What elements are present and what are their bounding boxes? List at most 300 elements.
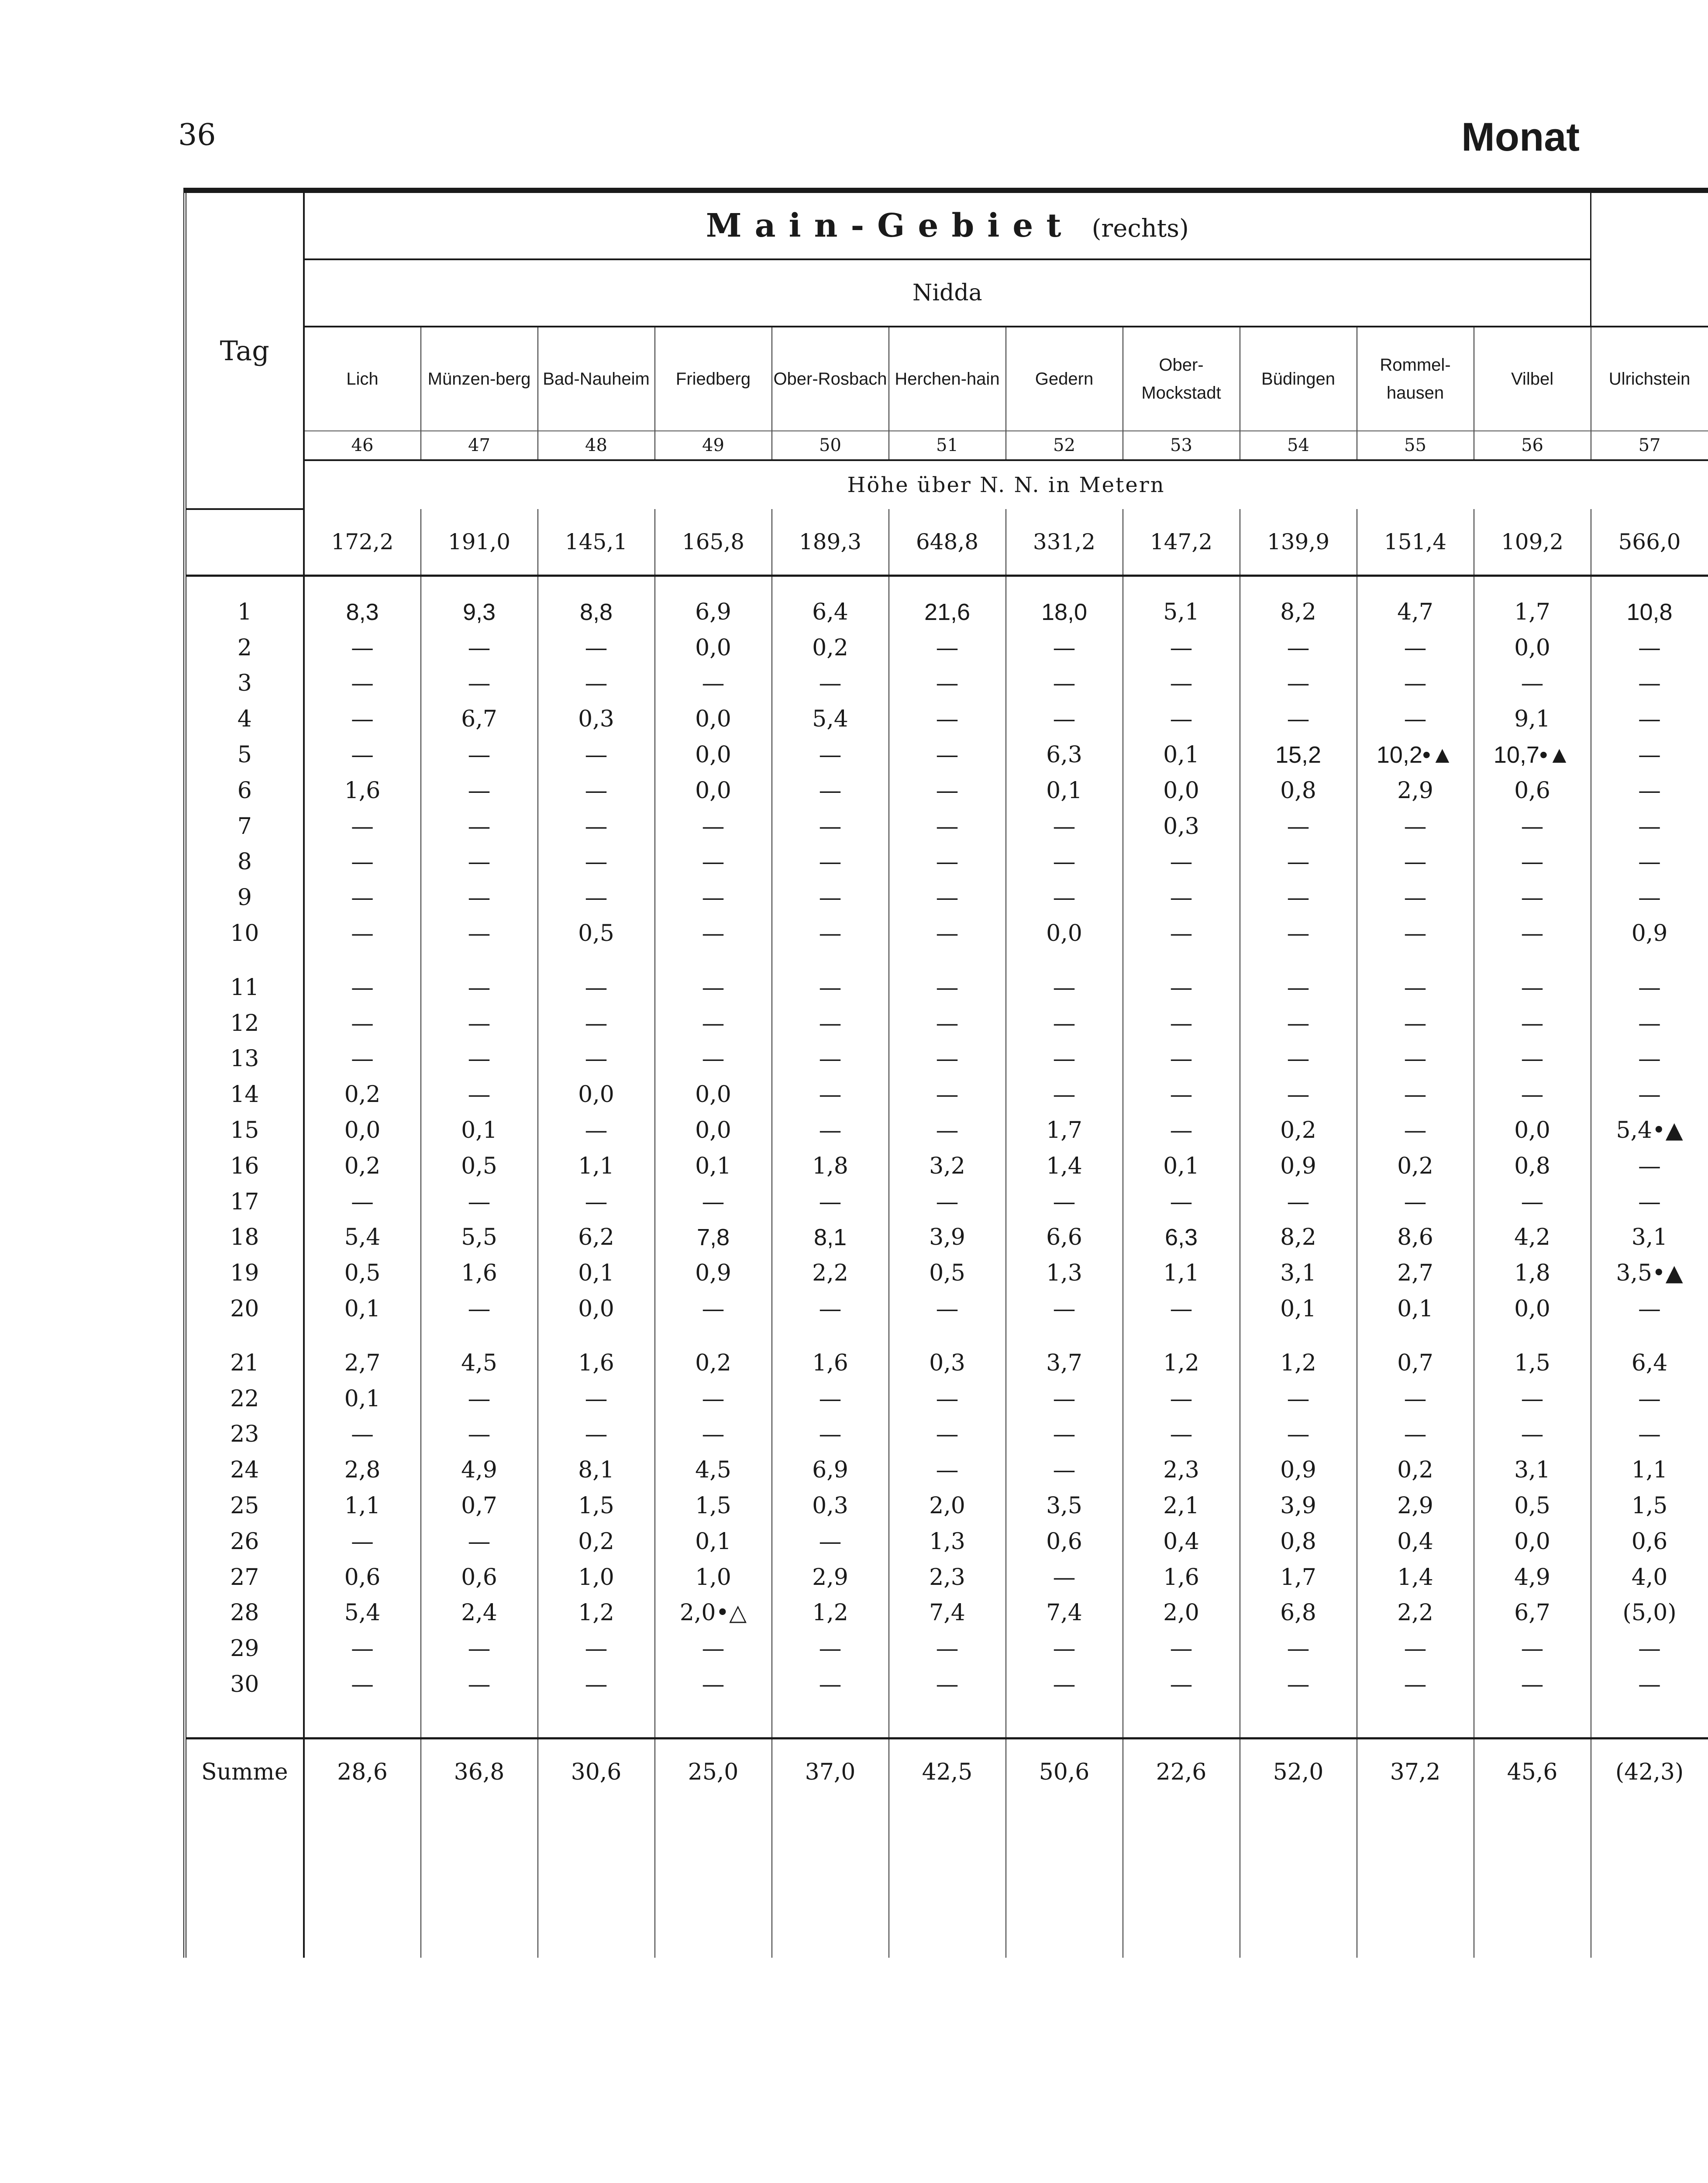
value-cell: — — [1240, 1184, 1357, 1220]
day-number: 18 — [185, 1220, 304, 1256]
station-name: Gedern — [1006, 327, 1123, 431]
value-cell: 8,2 — [1240, 1220, 1357, 1256]
day-number: 26 — [185, 1524, 304, 1560]
value-cell: 1,3 — [1006, 1255, 1123, 1291]
value-cell: — — [421, 737, 538, 773]
day-number: 3 — [185, 666, 304, 702]
value-cell: — — [1006, 880, 1123, 916]
value-cell: — — [1591, 1381, 1708, 1417]
value-cell: — — [304, 1041, 421, 1077]
station-name: Rommel-hausen — [1357, 327, 1474, 431]
value-cell: 2,9 — [1357, 1488, 1474, 1524]
sum-cell: 30,6 — [538, 1738, 655, 1805]
value-cell: 2,0 — [1123, 1595, 1240, 1631]
value-cell: — — [1474, 916, 1591, 951]
value-cell: — — [1474, 1005, 1591, 1041]
spacer-cell — [1357, 1702, 1474, 1739]
value-cell: — — [304, 1667, 421, 1702]
day-number: 11 — [185, 970, 304, 1005]
table-row — [185, 1452, 1708, 1488]
value-cell: — — [889, 1077, 1006, 1112]
value-cell: 1,5 — [1591, 1488, 1708, 1524]
value-cell: 0,6 — [421, 1560, 538, 1595]
value-cell: 0,2 — [538, 1524, 655, 1560]
value-cell: 2,7 — [1357, 1255, 1474, 1291]
value-cell: 0,0 — [655, 1112, 772, 1148]
value-cell: — — [304, 1184, 421, 1220]
value-cell: 4,5 — [421, 1345, 538, 1381]
value-cell: — — [889, 916, 1006, 951]
tail-cell — [538, 1805, 655, 1958]
spacer-cell — [1474, 576, 1591, 595]
value-cell: 5,4 — [772, 701, 889, 737]
value-cell: 1,5 — [655, 1488, 772, 1524]
value-cell: 3,2 — [889, 1148, 1006, 1184]
spacer-cell — [889, 1702, 1006, 1739]
table-row — [185, 1381, 1708, 1417]
value-cell: 0,4 — [1357, 1524, 1474, 1560]
value-cell: — — [889, 630, 1006, 666]
value-cell: 0,6 — [1591, 1524, 1708, 1560]
value-cell: — — [772, 844, 889, 880]
tail-cell — [1591, 1805, 1708, 1958]
value-cell: — — [1591, 880, 1708, 916]
value-cell: — — [889, 1452, 1006, 1488]
sum-cell: 37,2 — [1357, 1738, 1474, 1805]
value-cell: 0,1 — [304, 1291, 421, 1327]
value-cell: — — [1474, 880, 1591, 916]
value-cell: — — [1357, 1381, 1474, 1417]
value-cell: — — [1240, 809, 1357, 844]
sum-cell: 25,0 — [655, 1738, 772, 1805]
value-cell: 1,6 — [1123, 1560, 1240, 1595]
day-number: 8 — [185, 844, 304, 880]
value-cell: — — [538, 844, 655, 880]
value-cell: 0,2 — [772, 630, 889, 666]
value-cell: 0,3 — [1123, 809, 1240, 844]
value-cell: — — [421, 1524, 538, 1560]
value-cell: — — [1240, 701, 1357, 737]
value-cell: 4,5 — [655, 1452, 772, 1488]
value-cell: — — [772, 1524, 889, 1560]
value-cell: — — [772, 1005, 889, 1041]
value-cell: — — [538, 737, 655, 773]
station-number: 51 — [889, 431, 1006, 460]
value-cell: — — [304, 809, 421, 844]
value-cell: — — [421, 773, 538, 809]
day-number: 4 — [185, 701, 304, 737]
table-row — [185, 737, 1708, 773]
value-cell: 1,8 — [772, 1148, 889, 1184]
value-cell: — — [1006, 1560, 1123, 1595]
value-cell: — — [1357, 970, 1474, 1005]
station-elevation: 191,0 — [421, 509, 538, 576]
value-cell: 0,1 — [1357, 1291, 1474, 1327]
table-row — [185, 1077, 1708, 1112]
tail-tag-cell — [185, 1805, 304, 1958]
table-row — [185, 1148, 1708, 1184]
value-cell: 3,9 — [889, 1220, 1006, 1256]
river-header: Nidda — [304, 259, 1591, 327]
value-cell: 0,8 — [1474, 1148, 1591, 1184]
value-cell: — — [655, 1184, 772, 1220]
value-cell: 1,7 — [1240, 1560, 1357, 1595]
tail-cell — [1006, 1805, 1123, 1958]
spacer-cell — [1123, 1702, 1240, 1739]
value-cell: — — [1006, 1381, 1123, 1417]
value-cell: — — [1123, 1381, 1240, 1417]
value-cell: — — [421, 666, 538, 702]
value-cell: 0,0 — [655, 701, 772, 737]
station-number: 48 — [538, 431, 655, 460]
value-cell: — — [772, 737, 889, 773]
value-cell: 0,0 — [655, 737, 772, 773]
value-cell: — — [304, 1524, 421, 1560]
value-cell: 0,1 — [655, 1148, 772, 1184]
value-cell: 6,3 — [1123, 1220, 1240, 1256]
spacer-tag-cell — [185, 1327, 304, 1345]
table-row — [185, 1560, 1708, 1595]
spacer-cell — [1240, 1327, 1357, 1345]
value-cell: — — [1591, 773, 1708, 809]
value-cell: 3,1 — [1591, 1220, 1708, 1256]
value-cell: — — [1123, 666, 1240, 702]
station-number: 54 — [1240, 431, 1357, 460]
value-cell: 8,6 — [1357, 1220, 1474, 1256]
value-cell: — — [1006, 809, 1123, 844]
value-cell: 6,4 — [772, 594, 889, 630]
value-cell: — — [1006, 666, 1123, 702]
spacer-cell — [421, 1702, 538, 1739]
value-cell: — — [1123, 1291, 1240, 1327]
spacer-row — [185, 951, 1708, 970]
sum-label: Summe — [185, 1738, 304, 1805]
station-number: 47 — [421, 431, 538, 460]
value-cell: — — [304, 1005, 421, 1041]
station-number-row — [185, 431, 1708, 460]
value-cell: — — [1591, 844, 1708, 880]
station-name: Lich — [304, 327, 421, 431]
value-cell: 2,9 — [772, 1560, 889, 1595]
value-cell: — — [304, 1417, 421, 1453]
value-cell: 1,6 — [538, 1345, 655, 1381]
value-cell: 0,1 — [1006, 773, 1123, 809]
value-cell: — — [1006, 1005, 1123, 1041]
value-cell: 0,4 — [1123, 1524, 1240, 1560]
spacer-row — [185, 1327, 1708, 1345]
value-cell: 5,1 — [1123, 594, 1240, 630]
value-cell: — — [1123, 916, 1240, 951]
value-cell: — — [304, 880, 421, 916]
value-cell: — — [1591, 1184, 1708, 1220]
value-cell: 0,1 — [1123, 1148, 1240, 1184]
value-cell: 2,1 — [1123, 1488, 1240, 1524]
value-cell: 4,2 — [1474, 1220, 1591, 1256]
value-cell: 1,6 — [772, 1345, 889, 1381]
day-number: 14 — [185, 1077, 304, 1112]
value-cell: — — [772, 1041, 889, 1077]
spacer-cell — [655, 951, 772, 970]
table-row — [185, 1255, 1708, 1291]
spacer-cell — [1123, 576, 1240, 595]
value-cell: 3,1 — [1240, 1255, 1357, 1291]
value-cell: — — [1123, 844, 1240, 880]
value-cell: — — [421, 809, 538, 844]
value-cell: 0,8 — [1240, 1524, 1357, 1560]
day-number: 16 — [185, 1148, 304, 1184]
value-cell: 10,7•▲ — [1474, 737, 1591, 773]
value-cell: (5,0) — [1591, 1595, 1708, 1631]
station-name: Vilbel — [1474, 327, 1591, 431]
table-row — [185, 666, 1708, 702]
value-cell: 4,0 — [1591, 1560, 1708, 1595]
value-cell: — — [1123, 1184, 1240, 1220]
value-cell: — — [772, 1381, 889, 1417]
spacer-cell — [421, 576, 538, 595]
value-cell: — — [889, 1005, 1006, 1041]
value-cell: — — [655, 1381, 772, 1417]
value-cell: — — [889, 1667, 1006, 1702]
station-elevation: 648,8 — [889, 509, 1006, 576]
value-cell: — — [889, 1291, 1006, 1327]
spacer-cell — [421, 951, 538, 970]
spacer-cell — [1357, 576, 1474, 595]
value-cell: — — [1006, 1184, 1123, 1220]
value-cell: 5,4 — [304, 1220, 421, 1256]
value-cell: — — [1474, 1667, 1591, 1702]
spacer-cell — [304, 1702, 421, 1739]
value-cell: — — [1240, 1667, 1357, 1702]
spacer-cell — [1123, 951, 1240, 970]
value-cell: 0,1 — [421, 1112, 538, 1148]
day-number: 10 — [185, 916, 304, 951]
value-cell: — — [1006, 970, 1123, 1005]
value-cell: — — [655, 1631, 772, 1667]
value-cell: — — [1240, 916, 1357, 951]
value-cell: — — [1123, 701, 1240, 737]
day-number: 7 — [185, 809, 304, 844]
value-cell: — — [655, 666, 772, 702]
value-cell: 5,5 — [421, 1220, 538, 1256]
value-cell: 0,8 — [1240, 773, 1357, 809]
value-cell: 0,1 — [1123, 737, 1240, 773]
value-cell: — — [1357, 1005, 1474, 1041]
tail-cell — [421, 1805, 538, 1958]
value-cell: 21,6 — [889, 594, 1006, 630]
value-cell: 8,2 — [1240, 594, 1357, 630]
value-cell: — — [889, 1184, 1006, 1220]
value-cell: — — [889, 1631, 1006, 1667]
day-number: 30 — [185, 1667, 304, 1702]
spacer-cell — [304, 951, 421, 970]
value-cell: — — [1474, 1184, 1591, 1220]
value-cell: — — [1006, 1041, 1123, 1077]
spacer-cell — [889, 951, 1006, 970]
value-cell: 8,8 — [538, 594, 655, 630]
value-cell: — — [304, 630, 421, 666]
day-number: 27 — [185, 1560, 304, 1595]
value-cell: 9,3 — [421, 594, 538, 630]
value-cell: — — [1006, 1077, 1123, 1112]
sum-cell: 45,6 — [1474, 1738, 1591, 1805]
value-cell: — — [1357, 809, 1474, 844]
tail-cell — [1240, 1805, 1357, 1958]
value-cell: — — [1591, 630, 1708, 666]
day-number: 20 — [185, 1291, 304, 1327]
day-number: 28 — [185, 1595, 304, 1631]
value-cell: 10,8 — [1591, 594, 1708, 630]
value-cell: 0,6 — [1474, 773, 1591, 809]
station-number: 53 — [1123, 431, 1240, 460]
value-cell: — — [421, 970, 538, 1005]
station-number: 56 — [1474, 431, 1591, 460]
station-elevation: 331,2 — [1006, 509, 1123, 576]
group-header — [304, 190, 1591, 259]
value-cell: — — [1591, 970, 1708, 1005]
value-cell: — — [889, 773, 1006, 809]
value-cell: — — [1474, 1077, 1591, 1112]
value-cell: 2,3 — [1123, 1452, 1240, 1488]
value-cell: — — [1591, 1041, 1708, 1077]
spacer-cell — [1591, 1702, 1708, 1739]
value-cell: 0,9 — [1591, 916, 1708, 951]
value-cell: — — [772, 916, 889, 951]
value-cell: — — [1123, 1631, 1240, 1667]
value-cell: — — [1357, 666, 1474, 702]
spacer-cell — [1123, 1327, 1240, 1345]
spacer-cell — [421, 1327, 538, 1345]
value-cell: — — [889, 701, 1006, 737]
value-cell: — — [1123, 1417, 1240, 1453]
value-cell: 2,8 — [304, 1452, 421, 1488]
station-elevation-row — [185, 509, 1708, 576]
value-cell: — — [1474, 1381, 1591, 1417]
value-cell: 4,7 — [1357, 594, 1474, 630]
value-cell: 0,6 — [304, 1560, 421, 1595]
spacer-row — [185, 1702, 1708, 1739]
spacer-cell — [1006, 1327, 1123, 1345]
value-cell: — — [538, 880, 655, 916]
sum-cell: 36,8 — [421, 1738, 538, 1805]
value-cell: 1,1 — [538, 1148, 655, 1184]
spacer-row — [185, 576, 1708, 595]
value-cell: — — [889, 880, 1006, 916]
spacer-cell — [772, 1702, 889, 1739]
value-cell: 0,1 — [538, 1255, 655, 1291]
tail-cell — [1474, 1805, 1591, 1958]
value-cell: — — [1357, 1041, 1474, 1077]
table-row — [185, 630, 1708, 666]
spacer-cell — [1006, 951, 1123, 970]
value-cell: — — [1006, 1452, 1123, 1488]
day-number: 12 — [185, 1005, 304, 1041]
table-row — [185, 1220, 1708, 1256]
value-cell: — — [1123, 1112, 1240, 1148]
day-number: 15 — [185, 1112, 304, 1148]
tail-cell — [1357, 1805, 1474, 1958]
value-cell: — — [421, 1041, 538, 1077]
value-cell: — — [538, 970, 655, 1005]
page-heading: Monat — [1461, 115, 1580, 159]
value-cell: — — [538, 1041, 655, 1077]
value-cell: 0,9 — [1240, 1148, 1357, 1184]
value-cell: 6,7 — [1474, 1595, 1591, 1631]
value-cell: 0,5 — [889, 1255, 1006, 1291]
value-cell: 8,1 — [538, 1452, 655, 1488]
value-cell: 6,3 — [1006, 737, 1123, 773]
value-cell: 7,8 — [655, 1220, 772, 1256]
table-row — [185, 773, 1708, 809]
value-cell: — — [538, 1667, 655, 1702]
value-cell: — — [421, 1667, 538, 1702]
table-row — [185, 1291, 1708, 1327]
value-cell: — — [1591, 1667, 1708, 1702]
day-number: 24 — [185, 1452, 304, 1488]
station-elevation: 189,3 — [772, 509, 889, 576]
value-cell: — — [1591, 1148, 1708, 1184]
value-cell: — — [421, 1631, 538, 1667]
sum-cell: 37,0 — [772, 1738, 889, 1805]
value-cell: 3,5 — [1006, 1488, 1123, 1524]
value-cell: 6,9 — [772, 1452, 889, 1488]
spacer-cell — [1006, 1702, 1123, 1739]
value-cell: — — [655, 1291, 772, 1327]
table-row — [185, 1041, 1708, 1077]
value-cell: — — [655, 916, 772, 951]
value-cell: 4,9 — [421, 1452, 538, 1488]
table-row — [185, 916, 1708, 951]
value-cell: — — [1240, 880, 1357, 916]
value-cell: — — [538, 773, 655, 809]
tail-cell — [655, 1805, 772, 1958]
station-name: Friedberg — [655, 327, 772, 431]
spacer-cell — [538, 1702, 655, 1739]
value-cell: — — [1591, 809, 1708, 844]
spacer-cell — [538, 576, 655, 595]
value-cell: — — [1357, 1184, 1474, 1220]
value-cell: 0,2 — [655, 1345, 772, 1381]
value-cell: 1,3 — [889, 1524, 1006, 1560]
value-cell: 0,5 — [421, 1148, 538, 1184]
value-cell: 1,2 — [538, 1595, 655, 1631]
value-cell: — — [1240, 1631, 1357, 1667]
value-cell: — — [1123, 880, 1240, 916]
spacer-cell — [1006, 576, 1123, 595]
value-cell: 0,2 — [1240, 1112, 1357, 1148]
spacer-cell — [1474, 951, 1591, 970]
value-cell: 3,9 — [1240, 1488, 1357, 1524]
value-cell: — — [421, 1291, 538, 1327]
sum-cell: (42,3) — [1591, 1738, 1708, 1805]
station-number: 50 — [772, 431, 889, 460]
spacer-cell — [1591, 576, 1708, 595]
spacer-cell — [304, 576, 421, 595]
table-row — [185, 1488, 1708, 1524]
station-elevation: 172,2 — [304, 509, 421, 576]
value-cell: 0,2 — [304, 1148, 421, 1184]
value-cell: — — [1474, 970, 1591, 1005]
elevation-tag-cell — [185, 509, 304, 576]
tail-cell — [304, 1805, 421, 1958]
value-cell: — — [304, 916, 421, 951]
spacer-cell — [655, 576, 772, 595]
value-cell: 1,4 — [1006, 1148, 1123, 1184]
value-cell: — — [772, 666, 889, 702]
page-number: 36 — [178, 118, 216, 152]
group-header-continuation — [1591, 190, 1708, 327]
value-cell: — — [538, 1631, 655, 1667]
value-cell: — — [1357, 1417, 1474, 1453]
